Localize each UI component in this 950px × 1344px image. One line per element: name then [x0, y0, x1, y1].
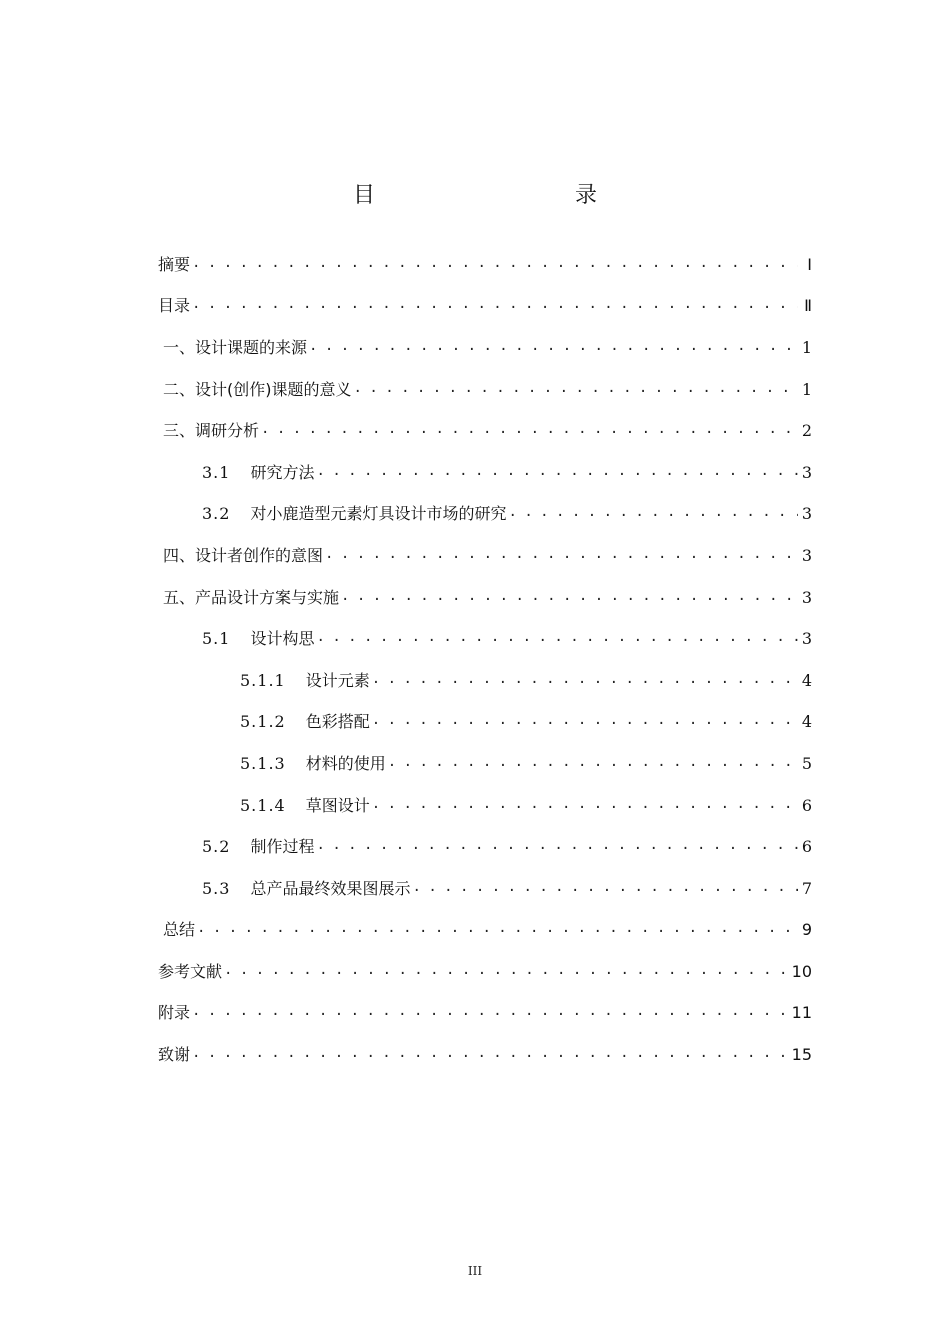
toc-entry-text: 总结	[163, 920, 196, 940]
toc-entry-page: 6	[801, 795, 812, 815]
toc-entry-text: 对小鹿造型元素灯具设计市场的研究	[250, 504, 507, 524]
toc-entry-label	[158, 295, 190, 317]
toc-entry-text: 一、设计课题的来源	[163, 337, 308, 357]
toc-entry-label	[240, 753, 386, 775]
toc-entry-number: 5.1.1	[240, 670, 286, 690]
toc-entry-label	[158, 1002, 190, 1024]
toc-dot-leader	[508, 503, 797, 525]
toc-entry[interactable]	[158, 286, 812, 328]
toc-entry-label	[163, 379, 352, 401]
toc-entry[interactable]	[158, 244, 812, 286]
toc-entry-label	[240, 670, 370, 692]
toc-entry-page: 5	[801, 753, 812, 773]
toc-entry[interactable]	[158, 785, 812, 827]
toc-entry-label	[202, 462, 314, 484]
toc-entry-text: 设计构思	[250, 629, 315, 649]
toc-dot-leader	[354, 379, 798, 401]
toc-dot-leader	[316, 628, 797, 650]
toc-entry-text: 设计元素	[305, 670, 370, 690]
toc-dot-leader	[192, 254, 798, 276]
toc-entry-number: 3.2	[202, 504, 231, 524]
toc-entry[interactable]	[158, 910, 812, 952]
toc-entry-page: 3	[801, 504, 812, 524]
toc-entry-text: 致谢	[158, 1045, 191, 1065]
toc-entry-number: 5.1.4	[240, 795, 286, 815]
toc-dot-leader	[192, 295, 798, 317]
toc-dot-leader	[388, 753, 798, 775]
toc-entry-text: 四、设计者创作的意图	[163, 545, 324, 565]
toc-entry-page: 10	[791, 961, 812, 981]
toc-dot-leader	[316, 836, 797, 858]
toc-entry-page: 1	[801, 337, 812, 357]
toc-entry-page: 7	[801, 878, 812, 898]
toc-entry-number: 5.2	[202, 837, 231, 857]
toc-entry-text: 二、设计(创作)课题的意义	[163, 379, 352, 399]
toc-entry-label	[163, 337, 307, 359]
toc-dot-leader	[197, 919, 798, 941]
toc-entry[interactable]	[158, 868, 812, 910]
toc-dot-leader	[372, 711, 798, 733]
toc-entry-label	[158, 961, 222, 983]
toc-entry-page: 2	[801, 421, 812, 441]
toc-entry-label	[202, 878, 410, 900]
toc-entry-text: 五、产品设计方案与实施	[163, 587, 340, 607]
toc-dot-leader	[325, 545, 798, 567]
toc-entry-page: Ⅰ	[807, 254, 812, 274]
toc-entry-number: 5.1.3	[240, 753, 286, 773]
toc-dot-leader	[261, 420, 798, 442]
toc-entry-text: 草图设计	[305, 795, 370, 815]
toc-entry-page: 15	[791, 1045, 812, 1065]
toc-entry-page: 11	[791, 1003, 812, 1023]
toc-entry-text: 制作过程	[250, 837, 315, 857]
toc-entry-label	[202, 836, 314, 858]
toc-dot-leader	[309, 337, 798, 359]
page-number-footer: III	[467, 1264, 483, 1278]
toc-entry-number: 3.1	[202, 462, 231, 482]
toc-entry-page: 4	[801, 712, 812, 732]
toc-dot-leader	[192, 1002, 788, 1024]
toc-entry[interactable]	[158, 535, 812, 577]
toc-entry[interactable]	[158, 327, 812, 369]
toc-entry[interactable]	[158, 618, 812, 660]
toc-dot-leader	[412, 878, 797, 900]
toc-entry[interactable]	[158, 993, 812, 1035]
toc-entry-page: 9	[801, 920, 812, 940]
toc-entry-label	[163, 587, 339, 609]
toc-entry-page: 3	[801, 462, 812, 482]
toc-dot-leader	[341, 587, 798, 609]
toc-entry-label	[240, 711, 370, 733]
toc-entry-page: 3	[801, 587, 812, 607]
toc-entry-number: 5.1.2	[240, 712, 286, 732]
toc-entry-number: 5.1	[202, 629, 231, 649]
toc-entry[interactable]	[158, 951, 812, 993]
toc-entry[interactable]	[158, 577, 812, 619]
toc-entry[interactable]	[158, 826, 812, 868]
toc-entry-text: 参考文献	[158, 961, 223, 981]
toc-dot-leader	[372, 670, 798, 692]
toc-dot-leader	[316, 462, 797, 484]
toc-entry-page: Ⅱ	[804, 296, 812, 316]
toc-entry-text: 研究方法	[250, 462, 315, 482]
toc-entry-label	[163, 545, 323, 567]
toc-entry-page: 3	[801, 629, 812, 649]
toc-entry[interactable]	[158, 494, 812, 536]
toc-entry-page: 1	[801, 379, 812, 399]
toc-entry-text: 材料的使用	[305, 753, 386, 773]
toc-entry-page: 6	[801, 837, 812, 857]
toc-entry-label	[158, 1044, 190, 1066]
toc-entry-label	[202, 628, 314, 650]
toc-dot-leader	[192, 1044, 788, 1066]
toc-entry-text: 色彩搭配	[305, 712, 370, 732]
toc-entry[interactable]	[158, 660, 812, 702]
toc-entry-text: 目录	[158, 296, 191, 316]
toc-entry[interactable]	[158, 369, 812, 411]
toc-entry-text: 总产品最终效果图展示	[250, 878, 411, 898]
toc-entry[interactable]	[158, 410, 812, 452]
toc-entry-label	[163, 919, 195, 941]
toc-entry-label	[163, 420, 259, 442]
toc-entry[interactable]	[158, 702, 812, 744]
toc-dot-leader	[224, 961, 788, 983]
toc-entry-text: 附录	[158, 1003, 191, 1023]
toc-entry-label	[202, 503, 506, 525]
page-title: 目 录	[352, 183, 649, 208]
toc-entry-text: 摘要	[158, 254, 191, 274]
toc-entry[interactable]	[158, 743, 812, 785]
toc-entry-page: 4	[801, 670, 812, 690]
toc-entry[interactable]	[158, 452, 812, 494]
toc-entry-text: 三、调研分析	[163, 421, 260, 441]
toc-entry-label	[240, 795, 370, 817]
toc-entry-page: 3	[801, 545, 812, 565]
table-of-contents	[158, 244, 812, 1076]
toc-entry-label	[158, 254, 190, 276]
toc-entry-number: 5.3	[202, 878, 231, 898]
toc-entry[interactable]	[158, 1034, 812, 1076]
toc-dot-leader	[372, 795, 798, 817]
